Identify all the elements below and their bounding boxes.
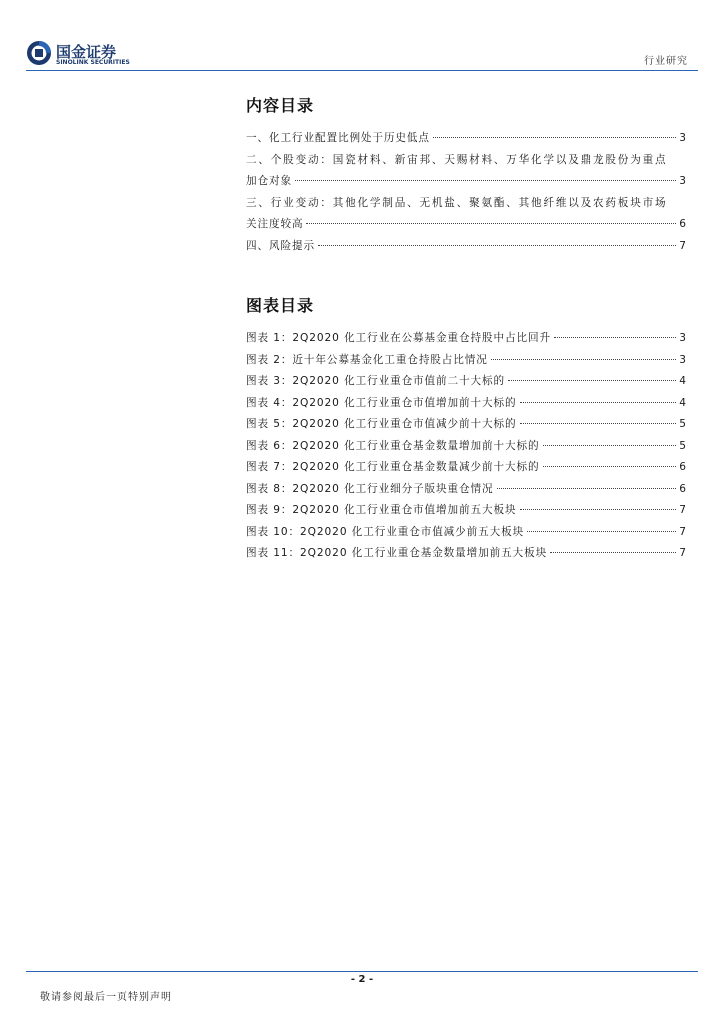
disclaimer-text: 敬请参阅最后一页特别声明 <box>40 992 172 1003</box>
leader-dots <box>520 423 677 424</box>
figure-entry-page: 3 <box>679 332 686 344</box>
figure-entry-text: 图表 1：2Q2020 化工行业在公募基金重仓持股中占比回升 <box>246 332 551 344</box>
leader-dots <box>520 402 677 403</box>
report-category: 行业研究 <box>644 56 688 67</box>
figure-entry-text: 图表 2：近十年公募基金化工重仓持股占比情况 <box>246 353 488 366</box>
figure-entry[interactable] <box>246 350 686 372</box>
figure-entry[interactable] <box>246 500 686 522</box>
figure-entry-text: 图表 5：2Q2020 化工行业重仓市值减少前十大标的 <box>246 418 517 430</box>
toc-entry[interactable] <box>246 150 686 193</box>
figure-entry-text: 图表 4：2Q2020 化工行业重仓市值增加前十大标的 <box>246 396 517 409</box>
figures-section <box>246 293 686 565</box>
figure-entry-page: 3 <box>679 353 686 366</box>
figure-entry-page: 5 <box>679 439 686 452</box>
toc-entry[interactable] <box>246 128 686 150</box>
toc-entry[interactable] <box>246 193 686 236</box>
figure-entry-text: 图表 7：2Q2020 化工行业重仓基金数量减少前十大标的 <box>246 461 540 473</box>
leader-dots <box>318 245 676 246</box>
leader-dots <box>550 552 676 553</box>
page-header <box>0 0 724 80</box>
header-divider <box>26 70 698 71</box>
toc-entry-text-cont: 加仓对象 <box>246 175 292 187</box>
figure-entry-text: 图表 8：2Q2020 化工行业细分子版块重仓情况 <box>246 482 494 495</box>
contents-title: 内容目录 <box>246 96 315 115</box>
leader-dots <box>554 337 676 338</box>
figures-title: 图表目录 <box>246 296 315 315</box>
toc-entry-text: 三、行业变动：其他化学制品、无机盐、聚氨酯、其他纤维以及农药板块市场 <box>246 196 668 209</box>
contents-section <box>246 93 686 257</box>
toc-entry-page: 6 <box>679 218 686 230</box>
figure-entry-text: 图表 6：2Q2020 化工行业重仓基金数量增加前十大标的 <box>246 439 540 452</box>
figure-entry[interactable] <box>246 414 686 436</box>
toc-entry-page: 3 <box>679 132 686 144</box>
leader-dots <box>433 137 676 138</box>
figure-entry-text: 图表 3：2Q2020 化工行业重仓市值前二十大标的 <box>246 375 506 387</box>
leader-dots <box>520 509 677 510</box>
toc-entry-page: 7 <box>679 239 686 252</box>
toc-entry-page: 3 <box>679 175 686 187</box>
figure-entry-page: 6 <box>679 461 686 473</box>
leader-dots <box>527 531 676 532</box>
figure-entry-page: 4 <box>679 396 686 409</box>
figure-entry-page: 5 <box>679 418 686 430</box>
figure-entry-text: 图表 11：2Q2020 化工行业重仓基金数量增加前五大板块 <box>246 547 548 559</box>
figure-entry-page: 6 <box>679 482 686 495</box>
logo-mark-icon <box>26 40 52 66</box>
leader-dots <box>543 445 677 446</box>
figure-entry-page: 7 <box>679 547 686 559</box>
figure-entry[interactable] <box>246 436 686 458</box>
leader-dots <box>508 380 676 381</box>
figure-entry[interactable] <box>246 457 686 479</box>
logo-text-en: SINOLINK SECURITIES <box>56 59 130 66</box>
leader-dots <box>491 359 676 360</box>
figure-entry[interactable] <box>246 479 686 501</box>
figure-entry-text: 图表 10：2Q2020 化工行业重仓市值减少前五大板块 <box>246 525 525 538</box>
toc-entry-text: 四、风险提示 <box>246 239 315 252</box>
figure-entry-page: 7 <box>679 525 686 538</box>
toc-entry-text: 二、个股变动：国瓷材料、新宙邦、天赐材料、万华化学以及鼎龙股份为重点 <box>246 153 668 166</box>
figure-entry[interactable] <box>246 543 686 565</box>
leader-dots <box>497 488 677 489</box>
figure-entry[interactable] <box>246 371 686 393</box>
figure-entry[interactable] <box>246 393 686 415</box>
leader-dots <box>543 466 677 467</box>
figure-entry-text: 图表 9：2Q2020 化工行业重仓市值增加前五大板块 <box>246 504 517 516</box>
leader-dots <box>295 180 676 181</box>
company-logo <box>26 40 136 70</box>
figure-entry-page: 4 <box>679 375 686 387</box>
figure-entry-page: 7 <box>679 504 686 516</box>
toc-entry[interactable] <box>246 236 686 258</box>
figure-entry[interactable] <box>246 328 686 350</box>
footer-divider <box>26 971 698 972</box>
toc-entry-text-cont: 关注度较高 <box>246 218 304 230</box>
figure-entry[interactable] <box>246 522 686 544</box>
toc-entry-text: 一、化工行业配置比例处于历史低点 <box>246 132 430 144</box>
page-number: - 2 - <box>350 974 374 985</box>
logo-text-cn: 国金证券 <box>56 43 117 61</box>
leader-dots <box>306 223 676 224</box>
